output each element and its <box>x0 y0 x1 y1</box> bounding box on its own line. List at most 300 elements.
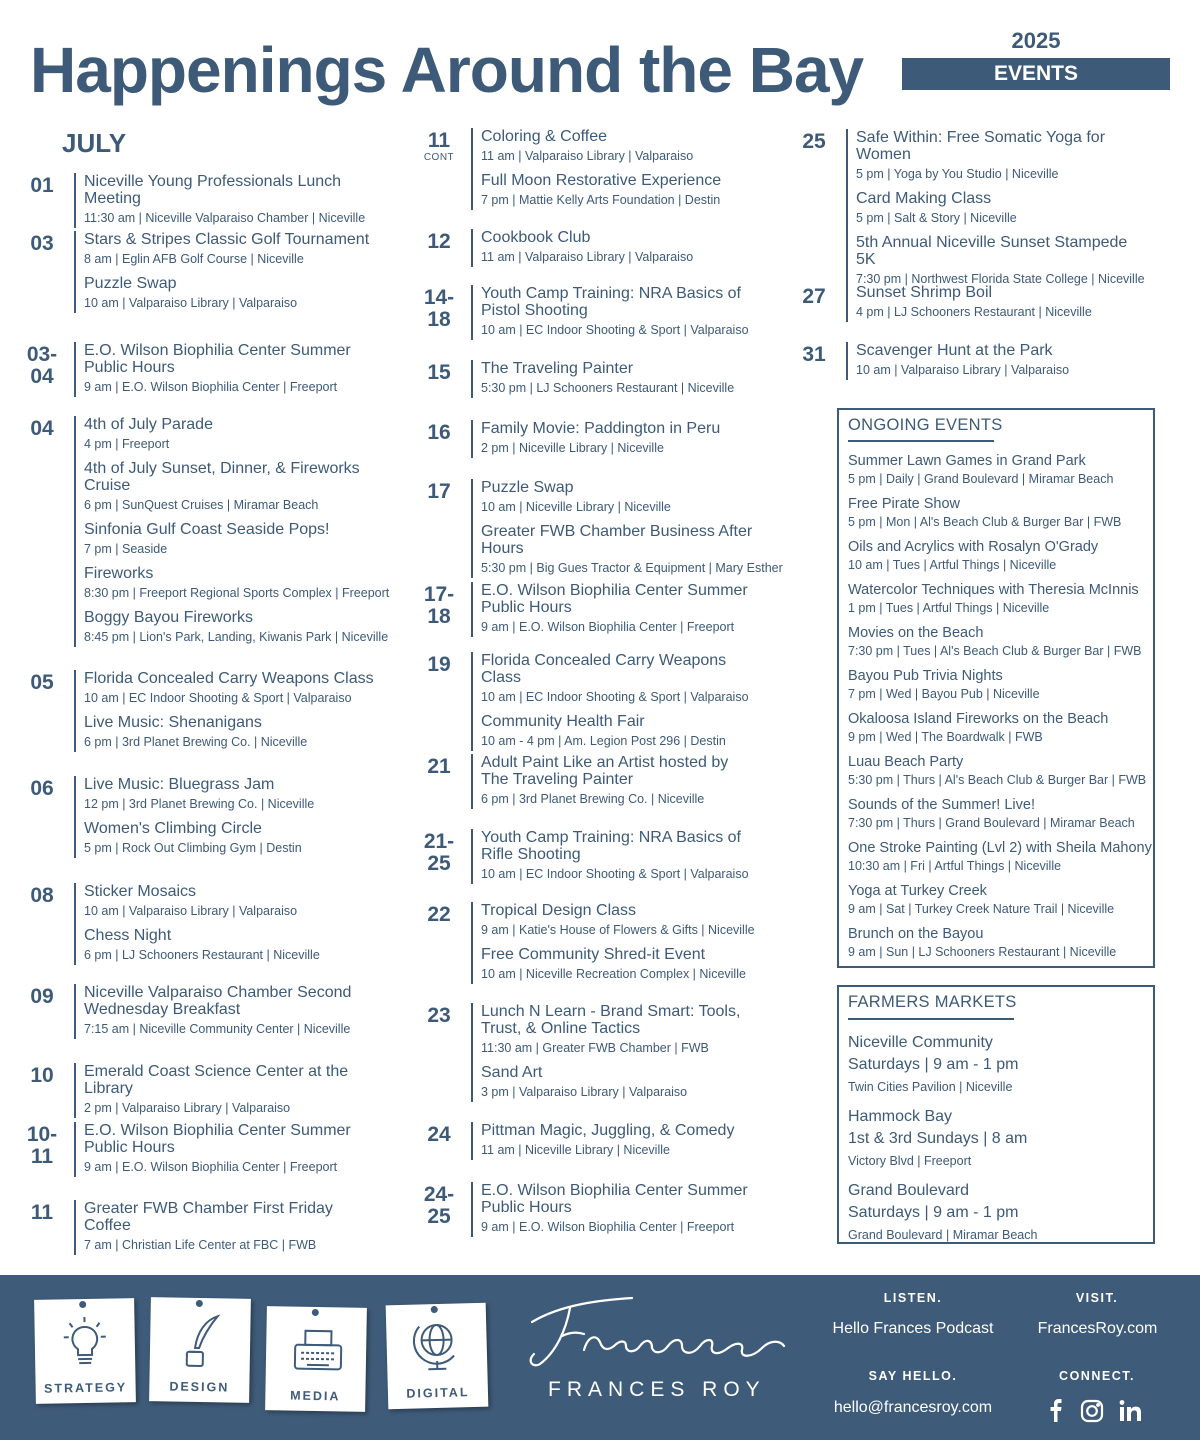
event-item <box>481 172 757 208</box>
event-detail: 11 am | Valparaiso Library | Valparaiso <box>481 149 694 163</box>
ongoing-event-detail: 10 am | Tues | Artful Things | Niceville <box>848 558 1057 572</box>
event-title: Stars & Stripes Classic Golf Tournament <box>84 231 370 248</box>
day-number-text: 08 <box>30 884 54 907</box>
events-banner: EVENTS <box>902 58 1170 90</box>
event-item <box>481 1003 757 1056</box>
day-range-start: 24- <box>423 1183 455 1206</box>
event-title: Coloring & Coffee <box>481 128 607 145</box>
design-card <box>149 1297 251 1403</box>
event-item <box>481 523 783 576</box>
ongoing-event-item <box>848 882 1152 925</box>
event-detail: 4 pm | LJ Schooners Restaurant | Niceville <box>856 305 1092 319</box>
day-number <box>20 233 64 255</box>
day-divider <box>471 754 473 809</box>
event-title: 4th of July Sunset, Dinner, & Fireworks Cruise <box>84 460 360 494</box>
day-divider <box>74 776 76 858</box>
event-title: Family Movie: Paddington in Peru <box>481 420 721 437</box>
brand-name: FRANCES ROY <box>548 1378 766 1401</box>
event-item <box>84 776 380 812</box>
event-item <box>481 946 757 982</box>
event-detail: 2 pm | Niceville Library | Niceville <box>481 441 664 455</box>
day-range-end: 18 <box>427 605 451 628</box>
day-number <box>20 672 64 694</box>
event-detail: 10 am | Valparaiso Library | Valparaiso <box>84 296 298 310</box>
ongoing-event-title: Summer Lawn Games in Grand Park <box>848 453 1086 469</box>
event-detail: 6 pm | LJ Schooners Restaurant | Niceville <box>84 948 320 962</box>
day-number <box>20 344 64 388</box>
card-label: STRATEGY <box>43 1380 128 1396</box>
farmers-market-item <box>848 1180 1037 1244</box>
day-number <box>20 418 64 440</box>
event-title: Pittman Magic, Juggling, & Comedy <box>481 1122 735 1139</box>
day-number-text: 31 <box>802 343 826 366</box>
ongoing-event-detail: 7:30 pm | Tues | Al's Beach Club & Burger Bar | FWB <box>848 644 1142 658</box>
day-number-text: 17 <box>427 480 451 503</box>
event-detail: 8 am | Eglin AFB Golf Course | Niceville <box>84 252 304 266</box>
day-number <box>417 1184 461 1228</box>
event-title: E.O. Wilson Biophilia Center Summer Public Hours <box>481 582 748 616</box>
farmers-market-item <box>848 1106 1037 1170</box>
event-title: Chess Night <box>84 927 172 944</box>
day-number <box>20 175 64 197</box>
lightbulb-icon <box>59 1313 110 1374</box>
event-title: Puzzle Swap <box>84 275 177 292</box>
event-title: Sand Art <box>481 1064 543 1081</box>
event-detail: 12 pm | 3rd Planet Brewing Co. | Niceville <box>84 797 315 811</box>
visit-heading: VISIT. <box>1075 1291 1119 1305</box>
market-name: Grand Boulevard <box>848 1182 969 1199</box>
event-item <box>84 820 380 856</box>
event-item <box>481 420 757 456</box>
event-item <box>481 360 757 396</box>
day-divider <box>471 1003 473 1102</box>
market-when: Saturdays | 9 am - 1 pm <box>848 1204 1019 1221</box>
email-link[interactable]: hello@francesroy.com <box>833 1399 993 1416</box>
event-title: Niceville Young Professionals Lunch Meeting <box>84 173 342 207</box>
day-divider <box>471 582 473 637</box>
event-item <box>84 173 380 226</box>
event-detail: 11 am | Niceville Library | Niceville <box>481 1143 670 1157</box>
day-divider <box>846 129 848 289</box>
day-number-text: 09 <box>30 985 54 1008</box>
day-range-end: 11 <box>30 1145 54 1168</box>
ongoing-events-title: ONGOING EVENTS <box>848 416 1003 434</box>
event-title: Florida Concealed Carry Weapons Class <box>84 670 374 687</box>
strategy-card <box>34 1298 136 1404</box>
ongoing-events-box <box>837 408 1155 968</box>
ongoing-event-title: Movies on the Beach <box>848 625 984 641</box>
day-divider <box>74 1063 76 1118</box>
website-link[interactable]: FrancesRoy.com <box>1037 1320 1158 1337</box>
event-title: Scavenger Hunt at the Park <box>856 342 1053 359</box>
event-title: Greater FWB Chamber First Friday Coffee <box>84 1200 333 1234</box>
listen-heading: LISTEN. <box>883 1291 943 1305</box>
event-title: Niceville Valparaiso Chamber Second Wednesday Breakfast <box>84 984 352 1018</box>
pin-icon <box>431 1306 438 1313</box>
farmers-markets-title: FARMERS MARKETS <box>848 993 1017 1011</box>
event-item <box>481 229 757 265</box>
event-item <box>856 284 1142 320</box>
day-number <box>792 131 836 153</box>
event-title: 5th Annual Niceville Sunset Stampede 5K <box>856 234 1128 268</box>
event-item <box>481 829 757 882</box>
event-detail: 7:30 pm | Northwest Florida State College | Niceville <box>856 272 1145 286</box>
event-detail: 7 pm | Seaside <box>84 542 168 556</box>
day-number-text: 24 <box>427 1123 451 1146</box>
event-title: Card Making Class <box>856 190 992 207</box>
event-item <box>84 275 380 311</box>
farmers-title-underline <box>848 1018 1014 1020</box>
card-label: MEDIA <box>290 1388 341 1404</box>
ongoing-event-item <box>848 796 1152 839</box>
ongoing-event-item <box>848 667 1152 710</box>
continued-label: CONT <box>423 152 455 163</box>
ongoing-event-title: Luau Beach Party <box>848 754 964 770</box>
day-divider <box>74 173 76 228</box>
farmers-markets-box <box>837 985 1155 1244</box>
event-detail: 11:30 am | Greater FWB Chamber | FWB <box>481 1041 709 1055</box>
ongoing-events-list <box>848 452 1152 968</box>
month-heading: JULY <box>62 128 127 158</box>
event-item <box>84 460 380 513</box>
event-item <box>481 754 757 807</box>
event-detail: 8:45 pm | Lion's Park, Landing, Kiwanis Park | Niceville <box>84 630 389 644</box>
day-divider <box>74 342 76 397</box>
ongoing-title-underline <box>848 440 994 442</box>
event-title: Community Health Fair <box>481 713 645 730</box>
connect-heading: CONNECT. <box>1059 1369 1135 1383</box>
day-number <box>20 986 64 1008</box>
event-item <box>84 521 380 557</box>
day-number-text: 19 <box>427 653 451 676</box>
market-location: Victory Blvd | Freeport <box>848 1154 972 1168</box>
event-item <box>856 342 1142 378</box>
day-number <box>417 362 461 384</box>
event-detail: 7 am | Christian Life Center at FBC | FWB <box>84 1238 317 1252</box>
day-divider <box>74 1122 76 1177</box>
event-item <box>856 190 1142 226</box>
day-range-start: 21- <box>423 830 455 853</box>
event-item <box>481 652 757 705</box>
event-detail: 10 am | Niceville Library | Niceville <box>481 500 671 514</box>
ongoing-event-item <box>848 581 1152 624</box>
day-number <box>417 584 461 628</box>
day-number-text: 12 <box>427 230 451 253</box>
event-title: Lunch N Learn - Brand Smart: Tools, Trust, & Online Tactics <box>481 1003 741 1037</box>
page-title: Happenings Around the Bay <box>30 34 864 106</box>
ongoing-event-item <box>848 495 1152 538</box>
ongoing-event-item <box>848 624 1152 667</box>
day-number-text: 22 <box>427 903 451 926</box>
pin-icon <box>79 1301 86 1308</box>
ongoing-event-item <box>848 753 1152 796</box>
day-divider <box>74 1200 76 1255</box>
event-title: E.O. Wilson Biophilia Center Summer Public Hours <box>84 1122 351 1156</box>
ongoing-event-detail: 5 pm | Daily | Grand Boulevard | Miramar Beach <box>848 472 1114 486</box>
event-detail: 8:30 pm | Freeport Regional Sports Complex | Freeport <box>84 586 390 600</box>
event-item <box>84 984 380 1037</box>
ongoing-event-detail: 10:30 am | Fri | Artful Things | Niceville <box>848 859 1062 873</box>
event-title: E.O. Wilson Biophilia Center Summer Public Hours <box>481 1182 748 1216</box>
ongoing-event-detail: 7:30 pm | Thurs | Grand Boulevard | Miramar Beach <box>848 816 1135 830</box>
day-number <box>20 1124 64 1168</box>
event-title: Sticker Mosaics <box>84 883 197 900</box>
day-divider <box>471 652 473 751</box>
signature-logo <box>522 1290 802 1380</box>
event-item <box>481 713 757 749</box>
event-item <box>84 609 389 645</box>
ongoing-event-item <box>848 538 1152 581</box>
event-detail: 10 am | Niceville Recreation Complex | Niceville <box>481 967 746 981</box>
event-detail: 10 am | EC Indoor Shooting & Sport | Valparaiso <box>481 690 749 704</box>
day-divider <box>74 670 76 752</box>
card-label: DIGITAL <box>406 1385 470 1401</box>
day-number <box>417 654 461 676</box>
event-title: Sunset Shrimp Boil <box>856 284 993 301</box>
ongoing-event-item <box>848 452 1152 495</box>
event-detail: 10 am | EC Indoor Shooting & Sport | Valparaiso <box>481 867 749 881</box>
day-divider <box>471 360 473 398</box>
ongoing-event-title: Yoga at Turkey Creek <box>848 883 987 899</box>
day-number-text: 06 <box>30 777 54 800</box>
day-divider <box>74 984 76 1039</box>
event-title: The Traveling Painter <box>481 360 634 377</box>
day-divider <box>74 416 76 647</box>
event-title: Women's Climbing Circle <box>84 820 262 837</box>
event-title: Youth Camp Training: NRA Basics of Pistol Shooting <box>481 285 741 319</box>
media-card <box>265 1306 367 1412</box>
day-range-end: 25 <box>427 1205 451 1228</box>
day-number-text: 04 <box>30 417 54 440</box>
day-range-end: 04 <box>30 365 54 388</box>
ongoing-event-item <box>848 839 1152 882</box>
event-title: Live Music: Bluegrass Jam <box>84 776 275 793</box>
day-number <box>417 1124 461 1146</box>
card-label: DESIGN <box>169 1379 230 1395</box>
day-divider <box>471 128 473 210</box>
event-title: Sinfonia Gulf Coast Seaside Pops! <box>84 521 330 538</box>
ongoing-event-title: Watercolor Techniques with Theresia McInnis <box>848 582 1139 598</box>
ongoing-event-item <box>848 925 1152 968</box>
day-number <box>417 1005 461 1027</box>
ongoing-event-item <box>848 710 1152 753</box>
event-detail: 11:30 am | Niceville Valparaiso Chamber | Niceville <box>84 211 366 225</box>
quill-inkwell-icon <box>175 1312 226 1373</box>
event-title: Full Moon Restorative Experience <box>481 172 722 189</box>
event-detail: 5:30 pm | LJ Schooners Restaurant | Niceville <box>481 381 735 395</box>
event-item <box>481 128 757 164</box>
event-detail: 4 pm | Freeport <box>84 437 170 451</box>
event-title: 4th of July Parade <box>84 416 213 433</box>
market-location: Grand Boulevard | Miramar Beach <box>848 1228 1038 1242</box>
event-detail: 10 am | EC Indoor Shooting & Sport | Valparaiso <box>84 691 352 705</box>
event-detail: 7 pm | Mattie Kelly Arts Foundation | Destin <box>481 193 721 207</box>
ongoing-event-detail: 5:30 pm | Thurs | Al's Beach Club & Burger Bar | FWB <box>848 773 1147 787</box>
event-item <box>84 342 380 395</box>
day-number <box>417 287 461 331</box>
event-detail: 9 am | E.O. Wilson Biophilia Center | Freeport <box>84 380 338 394</box>
event-item <box>84 416 380 452</box>
day-divider <box>471 479 473 578</box>
event-title: Safe Within: Free Somatic Yoga for Women <box>856 129 1106 163</box>
event-item <box>84 670 380 706</box>
event-title: Free Community Shred-it Event <box>481 946 706 963</box>
day-divider <box>471 229 473 267</box>
ongoing-event-title: Brunch on the Bayou <box>848 926 984 942</box>
event-detail: 6 pm | 3rd Planet Brewing Co. | Niceville <box>84 735 308 749</box>
event-item <box>856 234 1145 287</box>
globe-icon <box>411 1317 463 1378</box>
market-when: Saturdays | 9 am - 1 pm <box>848 1056 1019 1073</box>
ongoing-event-detail: 5 pm | Mon | Al's Beach Club & Burger Bar | FWB <box>848 515 1122 529</box>
day-range-start: 03- <box>26 343 58 366</box>
farmers-markets-list <box>848 1032 1037 1254</box>
ongoing-event-title: Okaloosa Island Fireworks on the Beach <box>848 711 1109 727</box>
day-divider <box>471 420 473 458</box>
event-detail: 9 am | E.O. Wilson Biophilia Center | Freeport <box>84 1160 338 1174</box>
day-number <box>417 904 461 926</box>
day-number <box>417 130 461 163</box>
event-item <box>856 129 1142 182</box>
event-title: Puzzle Swap <box>481 479 574 496</box>
day-number-text: 27 <box>802 285 826 308</box>
event-item <box>84 883 380 919</box>
day-divider <box>74 231 76 313</box>
day-number <box>417 481 461 503</box>
day-number-text: 03 <box>30 232 54 255</box>
day-number <box>792 344 836 366</box>
day-divider <box>471 829 473 884</box>
event-detail: 10 am | Valparaiso Library | Valparaiso <box>856 363 1070 377</box>
day-divider <box>846 284 848 322</box>
market-name: Hammock Bay <box>848 1108 953 1125</box>
event-title: Adult Paint Like an Artist hosted by The Traveling Painter <box>481 754 729 788</box>
day-number-text: 01 <box>30 174 54 197</box>
event-title: Boggy Bayou Fireworks <box>84 609 253 626</box>
farmers-market-item <box>848 1032 1037 1096</box>
event-detail: 10 am - 4 pm | Am. Legion Post 296 | Destin <box>481 734 726 748</box>
event-title: E.O. Wilson Biophilia Center Summer Public Hours <box>84 342 351 376</box>
event-title: Fireworks <box>84 565 154 582</box>
day-number <box>20 1202 64 1224</box>
event-item <box>481 479 757 515</box>
event-detail: 5 pm | Yoga by You Studio | Niceville <box>856 167 1059 181</box>
ongoing-event-title: Bayou Pub Trivia Nights <box>848 668 1003 684</box>
day-number-text: 11 <box>427 129 451 152</box>
day-divider <box>471 285 473 340</box>
event-item <box>84 1063 380 1116</box>
event-detail: 10 am | Valparaiso Library | Valparaiso <box>84 904 298 918</box>
day-range-end: 25 <box>427 852 451 875</box>
facebook-icon[interactable] <box>1051 1399 1062 1422</box>
ongoing-event-title: Free Pirate Show <box>848 496 961 512</box>
day-number <box>417 422 461 444</box>
market-location: Twin Cities Pavilion | Niceville <box>848 1080 1013 1094</box>
event-item <box>481 902 757 938</box>
event-item <box>481 1182 757 1235</box>
day-number <box>792 286 836 308</box>
podcast-link[interactable]: Hello Frances Podcast <box>832 1320 994 1337</box>
event-item <box>84 714 380 750</box>
event-detail: 5 pm | Salt & Story | Niceville <box>856 211 1017 225</box>
day-number-text: 25 <box>802 130 826 153</box>
event-title: Emerald Coast Science Center at the Library <box>84 1063 349 1097</box>
market-when: 1st & 3rd Sundays | 8 am <box>848 1130 1028 1147</box>
day-number <box>417 231 461 253</box>
day-range-end: 18 <box>427 308 451 331</box>
social-icons <box>1046 1398 1146 1424</box>
event-title: Live Music: Shenanigans <box>84 714 262 731</box>
event-item <box>84 1122 380 1175</box>
event-title: Youth Camp Training: NRA Basics of Rifle Shooting <box>481 829 741 863</box>
day-number <box>417 756 461 778</box>
day-number-text: 23 <box>427 1004 451 1027</box>
event-detail: 7:15 am | Niceville Community Center | Niceville <box>84 1022 351 1036</box>
event-item <box>84 565 390 601</box>
ongoing-event-detail: 9 pm | Wed | The Boardwalk | FWB <box>848 730 1043 744</box>
event-detail: 10 am | EC Indoor Shooting & Sport | Valparaiso <box>481 323 749 337</box>
event-item <box>481 1122 757 1158</box>
event-title: Greater FWB Chamber Business After Hours <box>481 523 753 557</box>
event-detail: 9 am | E.O. Wilson Biophilia Center | Freeport <box>481 1220 735 1234</box>
day-number-text: 16 <box>427 421 451 444</box>
event-detail: 6 pm | 3rd Planet Brewing Co. | Niceville <box>481 792 705 806</box>
pin-icon <box>196 1300 203 1307</box>
day-number-text: 21 <box>427 755 451 778</box>
instagram-icon[interactable] <box>1082 1401 1102 1421</box>
digital-card <box>386 1303 489 1410</box>
day-divider <box>471 1182 473 1237</box>
linkedin-icon[interactable] <box>1120 1400 1141 1421</box>
ongoing-event-title: Oils and Acrylics with Rosalyn O'Grady <box>848 539 1099 555</box>
event-item <box>481 582 757 635</box>
event-detail: 2 pm | Valparaiso Library | Valparaiso <box>84 1101 291 1115</box>
day-number <box>417 831 461 875</box>
event-title: Tropical Design Class <box>481 902 637 919</box>
event-title: Florida Concealed Carry Weapons Class <box>481 652 727 686</box>
event-item <box>481 285 757 338</box>
day-range-start: 14- <box>423 286 455 309</box>
say-hello-heading: SAY HELLO. <box>868 1369 958 1383</box>
pin-icon <box>312 1309 319 1316</box>
day-divider <box>471 902 473 984</box>
day-number <box>20 885 64 907</box>
event-item <box>481 1064 757 1100</box>
day-number-text: 15 <box>427 361 451 384</box>
day-range-start: 17- <box>423 583 455 606</box>
event-detail: 9 am | Katie's House of Flowers & Gifts | Niceville <box>481 923 755 937</box>
event-detail: 5:30 pm | Big Gues Tractor & Equipment | Mary Esther <box>481 561 783 575</box>
day-divider <box>846 342 848 380</box>
day-number-text: 05 <box>30 671 54 694</box>
ongoing-event-title: Sounds of the Summer! Live! <box>848 797 1035 813</box>
day-number-text: 10 <box>30 1064 54 1087</box>
event-detail: 6 pm | SunQuest Cruises | Miramar Beach <box>84 498 319 512</box>
day-number <box>20 778 64 800</box>
event-title: Cookbook Club <box>481 229 591 246</box>
event-item <box>84 927 380 963</box>
market-name: Niceville Community <box>848 1034 993 1051</box>
ongoing-event-detail: 1 pm | Tues | Artful Things | Niceville <box>848 601 1050 615</box>
ongoing-event-detail: 7 pm | Wed | Bayou Pub | Niceville <box>848 687 1040 701</box>
event-detail: 9 am | E.O. Wilson Biophilia Center | Freeport <box>481 620 735 634</box>
year-label: 2025 <box>1011 28 1061 53</box>
event-detail: 5 pm | Rock Out Climbing Gym | Destin <box>84 841 302 855</box>
event-detail: 3 pm | Valparaiso Library | Valparaiso <box>481 1085 688 1099</box>
event-item <box>84 231 380 267</box>
day-divider <box>74 883 76 965</box>
ongoing-event-title: One Stroke Painting (Lvl 2) with Sheila Mahony <box>848 840 1152 856</box>
